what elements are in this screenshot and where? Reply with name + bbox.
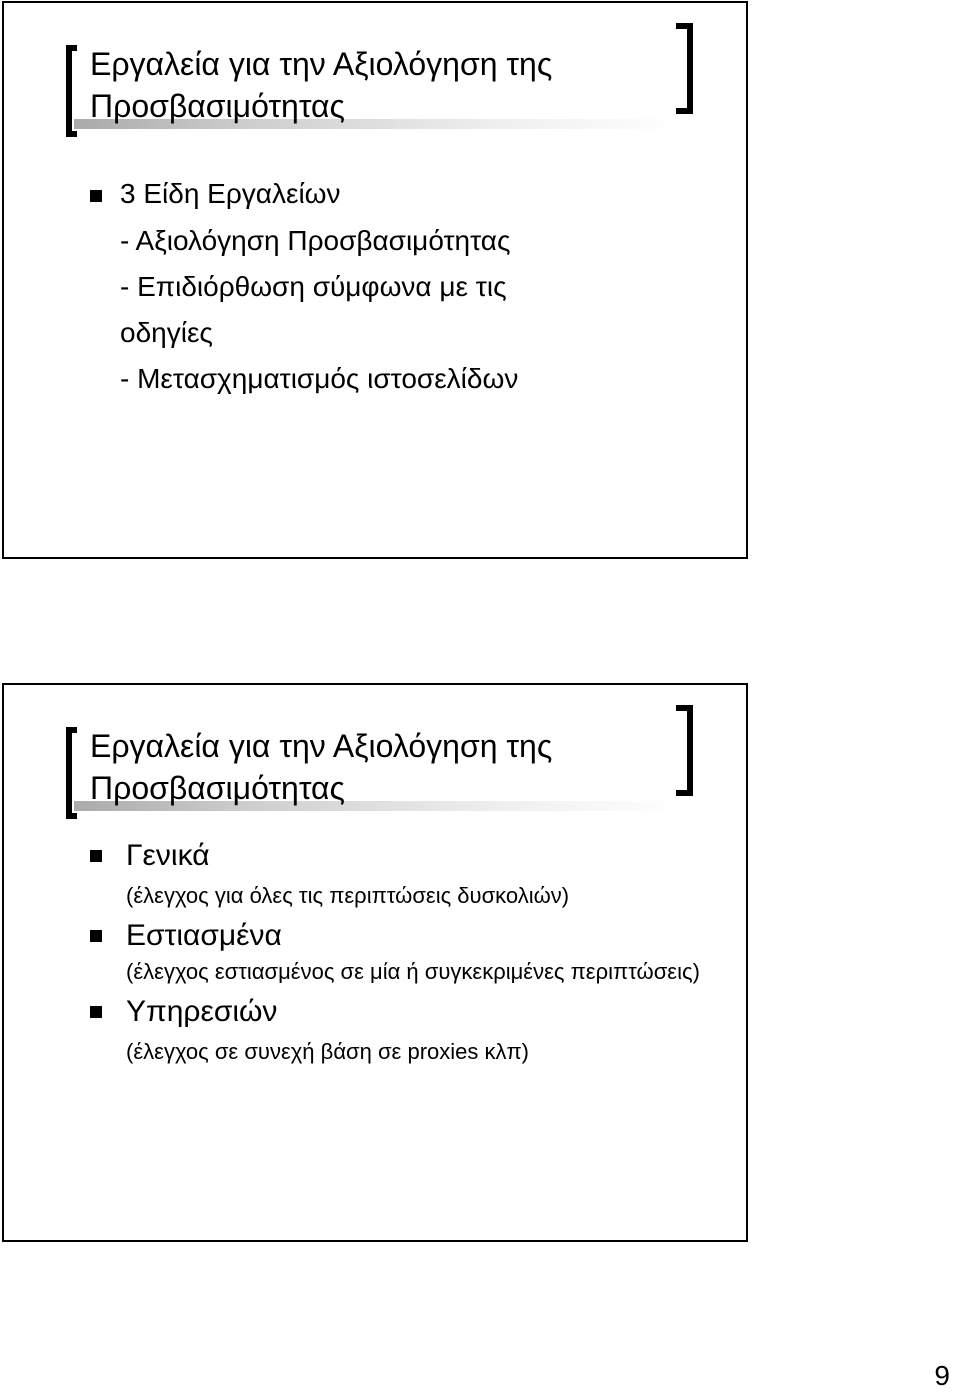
item-heading: Γενικά bbox=[126, 839, 210, 872]
slide-body bbox=[90, 835, 706, 1067]
square-bullet-icon bbox=[90, 850, 102, 862]
item-heading: Εστιασμένα bbox=[126, 919, 282, 952]
slide-1 bbox=[2, 1, 748, 559]
item-note: (έλεγχος για όλες τις περιπτώσεις δυσκολιών) bbox=[126, 883, 570, 908]
title-bracket-right bbox=[676, 705, 693, 796]
slide-title: Εργαλεία για την Αξιολόγηση της Προσβασιμότητας bbox=[90, 46, 553, 124]
slide-body bbox=[90, 170, 518, 402]
bullet-title: 3 Είδη Εργαλείων bbox=[120, 178, 341, 209]
square-bullet-icon bbox=[90, 1006, 102, 1018]
slide-2 bbox=[2, 683, 748, 1242]
item-note: (έλεγχος εστιασμένος σε μία ή συγκεκριμένες περιπτώσεις) bbox=[126, 959, 700, 984]
square-bullet-icon bbox=[90, 190, 102, 202]
list-item bbox=[90, 170, 518, 402]
page-number: 9 bbox=[934, 1360, 950, 1391]
square-bullet-icon bbox=[90, 930, 102, 942]
list-item bbox=[90, 835, 706, 911]
slide-title: Εργαλεία για την Αξιολόγηση της Προσβασιμότητας bbox=[90, 728, 553, 806]
sub-item: οδηγίες bbox=[120, 317, 213, 348]
sub-item: - Μετασχηματισμός ιστοσελίδων bbox=[120, 363, 519, 394]
item-note: (έλεγχος σε συνεχή βάση σε proxies κλπ) bbox=[126, 1039, 529, 1064]
sub-item: - Αξιολόγηση Προσβασιμότητας bbox=[120, 225, 511, 256]
item-heading: Υπηρεσιών bbox=[126, 995, 278, 1028]
list-item bbox=[90, 915, 706, 987]
list-item bbox=[90, 991, 706, 1067]
sub-item: - Επιδιόρθωση σύμφωνα με τις bbox=[120, 271, 507, 302]
